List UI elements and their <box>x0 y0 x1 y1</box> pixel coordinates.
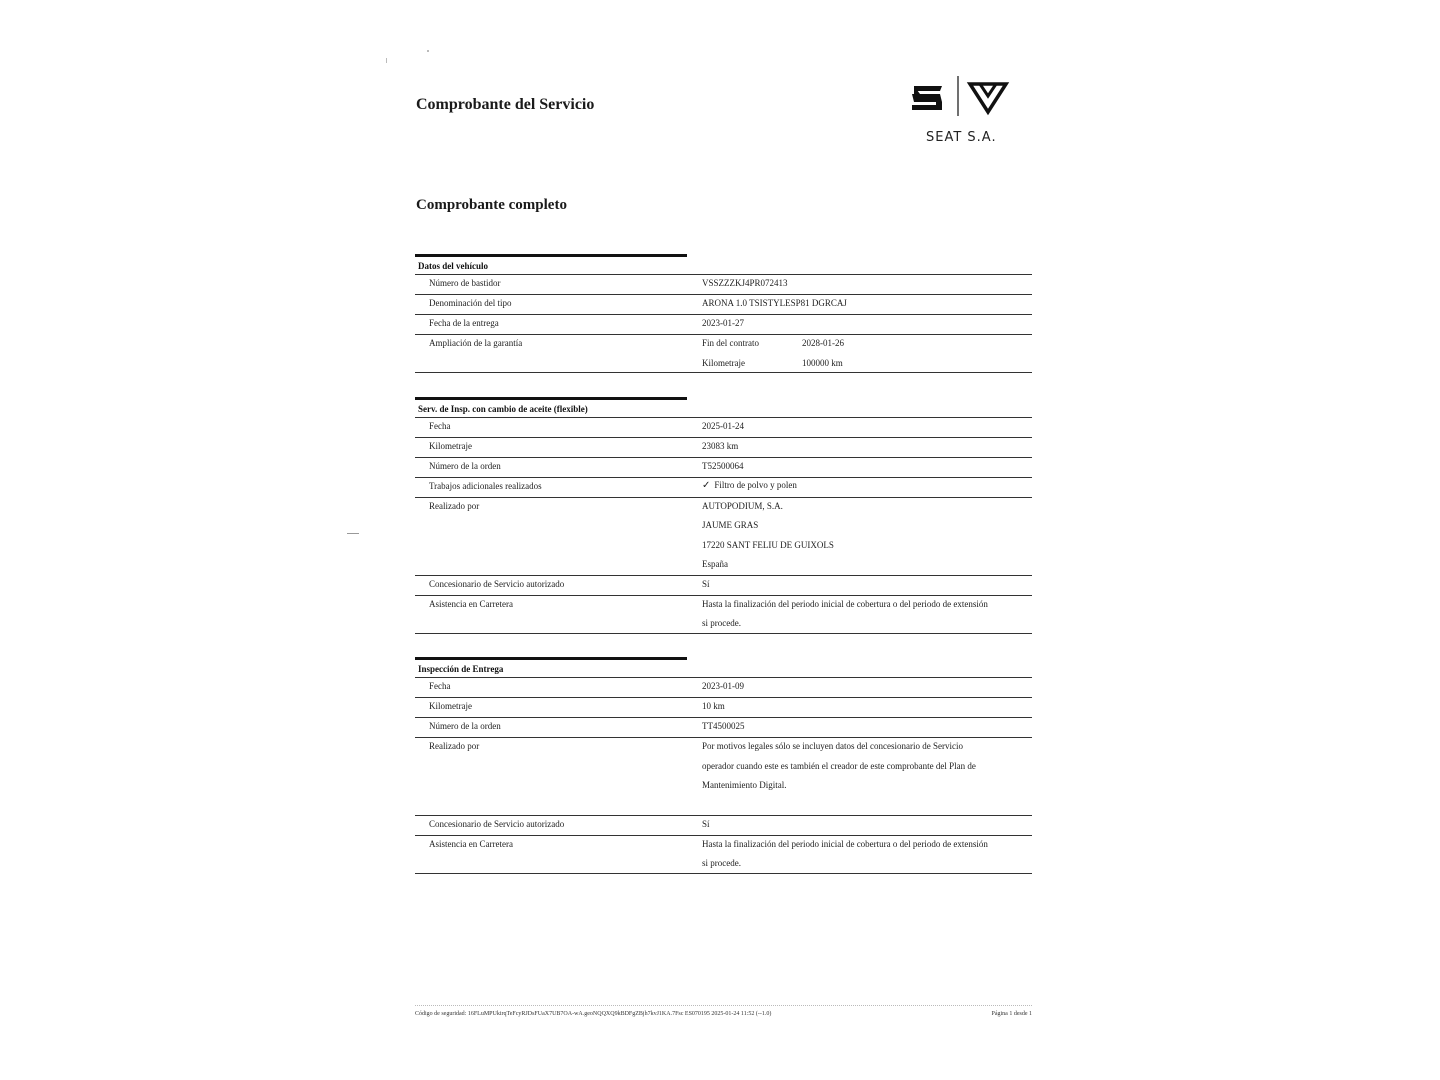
section-end-line <box>415 372 1032 373</box>
row-label: Fecha <box>429 681 451 691</box>
row-label: Número de bastidor <box>429 278 501 288</box>
table-row <box>415 334 1032 373</box>
section-bar <box>415 254 687 257</box>
table-row <box>415 274 1032 295</box>
row-label: Ampliación de la garantía <box>429 338 523 348</box>
table-row <box>415 575 1032 596</box>
section-bar <box>415 657 687 660</box>
row-value-line: AUTOPODIUM, S.A. <box>702 501 783 511</box>
row-value: 2025-01-24 <box>702 421 744 431</box>
section-bar <box>415 397 687 400</box>
section-end-line <box>415 633 1032 634</box>
row-label: Denominación del tipo <box>429 298 512 308</box>
cupra-icon <box>970 84 1006 112</box>
scan-speck <box>427 50 429 52</box>
table-row <box>415 417 1032 438</box>
scan-speck <box>386 58 387 63</box>
row-value: Sí <box>702 579 710 589</box>
table-row <box>415 697 1032 718</box>
row-value <box>702 480 797 491</box>
table-row <box>415 314 1032 335</box>
row-value-line: 17220 SANT FELIU DE GUIXOLS <box>702 540 834 550</box>
section-heading: Inspección de Entrega <box>418 664 504 674</box>
row-value-line: si procede. <box>702 858 741 868</box>
scan-speck <box>347 533 359 534</box>
row-label: Asistencia en Carretera <box>429 599 513 609</box>
company-name: SEAT S.A. <box>926 130 997 145</box>
table-row <box>415 815 1032 836</box>
row-label: Concesionario de Servicio autorizado <box>429 819 565 829</box>
row-value: VSSZZZKJ4PR072413 <box>702 278 788 288</box>
sub-label: Kilometraje <box>702 358 745 368</box>
row-label: Fecha de la entrega <box>429 318 499 328</box>
checkmark-icon: ✓ <box>702 480 711 491</box>
row-value: 2023-01-09 <box>702 681 744 691</box>
table-row <box>415 677 1032 698</box>
row-value-text: Filtro de polvo y polen <box>714 480 797 490</box>
row-value-line: operador cuando este es también el creador de este comprobante del Plan de <box>702 761 976 771</box>
row-value: T52500064 <box>702 461 744 471</box>
section-heading: Serv. de Insp. con cambio de aceite (flexible) <box>418 404 588 414</box>
sub-value: 100000 km <box>802 358 843 368</box>
row-value-line: Por motivos legales sólo se incluyen datos del concesionario de Servicio <box>702 741 963 751</box>
sub-value: 2028-01-26 <box>802 338 844 348</box>
row-value: 23083 km <box>702 441 739 451</box>
row-value-line: si procede. <box>702 618 741 628</box>
table-row <box>415 457 1032 478</box>
seat-icon <box>912 86 942 110</box>
row-value-line: Hasta la finalización del periodo inicial de cobertura o del periodo de extensión <box>702 839 988 849</box>
row-label: Kilometraje <box>429 441 472 451</box>
row-value: ARONA 1.0 TSISTYLESP81 DGRCAJ <box>702 298 847 308</box>
row-value-line: España <box>702 559 728 569</box>
row-label: Realizado por <box>429 741 480 751</box>
table-row <box>415 737 1032 816</box>
row-label: Número de la orden <box>429 721 501 731</box>
row-label: Concesionario de Servicio autorizado <box>429 579 565 589</box>
document-title: Comprobante del Servicio <box>416 96 595 113</box>
row-label: Realizado por <box>429 501 480 511</box>
row-label: Fecha <box>429 421 451 431</box>
sub-label: Fin del contrato <box>702 338 759 348</box>
row-value: 10 km <box>702 701 725 711</box>
row-value-line: JAUME GRAS <box>702 520 759 530</box>
section-end-line <box>415 873 1032 874</box>
table-row <box>415 835 1032 874</box>
row-label: Asistencia en Carretera <box>429 839 513 849</box>
section-heading: Datos del vehículo <box>418 261 489 271</box>
row-value: 2023-01-27 <box>702 318 744 328</box>
row-label: Número de la orden <box>429 461 501 471</box>
document-subtitle: Comprobante completo <box>416 197 567 213</box>
page-number: Página 1 desde 1 <box>991 1011 1032 1017</box>
table-row <box>415 477 1032 498</box>
row-value: TT4500025 <box>702 721 745 731</box>
row-label: Kilometraje <box>429 701 472 711</box>
table-row <box>415 437 1032 458</box>
footer-rule <box>415 1005 1032 1006</box>
table-row <box>415 294 1032 315</box>
security-code: Código de seguridad: 16FLuMPUkirqTeFcyRJDsFUaX7UB7OA-wA.geoNQQXQ9kBDFgZBjh7kvJ1KA.7Fsc ES070195 2025-01-24 11:52 (--1.0) <box>415 1011 772 1017</box>
table-row <box>415 717 1032 738</box>
table-row <box>415 497 1032 576</box>
row-label: Trabajos adicionales realizados <box>429 481 542 491</box>
row-value-line: Hasta la finalización del periodo inicial de cobertura o del periodo de extensión <box>702 599 988 609</box>
row-value: Sí <box>702 819 710 829</box>
row-value-line: Mantenimiento Digital. <box>702 780 787 790</box>
table-row <box>415 595 1032 634</box>
